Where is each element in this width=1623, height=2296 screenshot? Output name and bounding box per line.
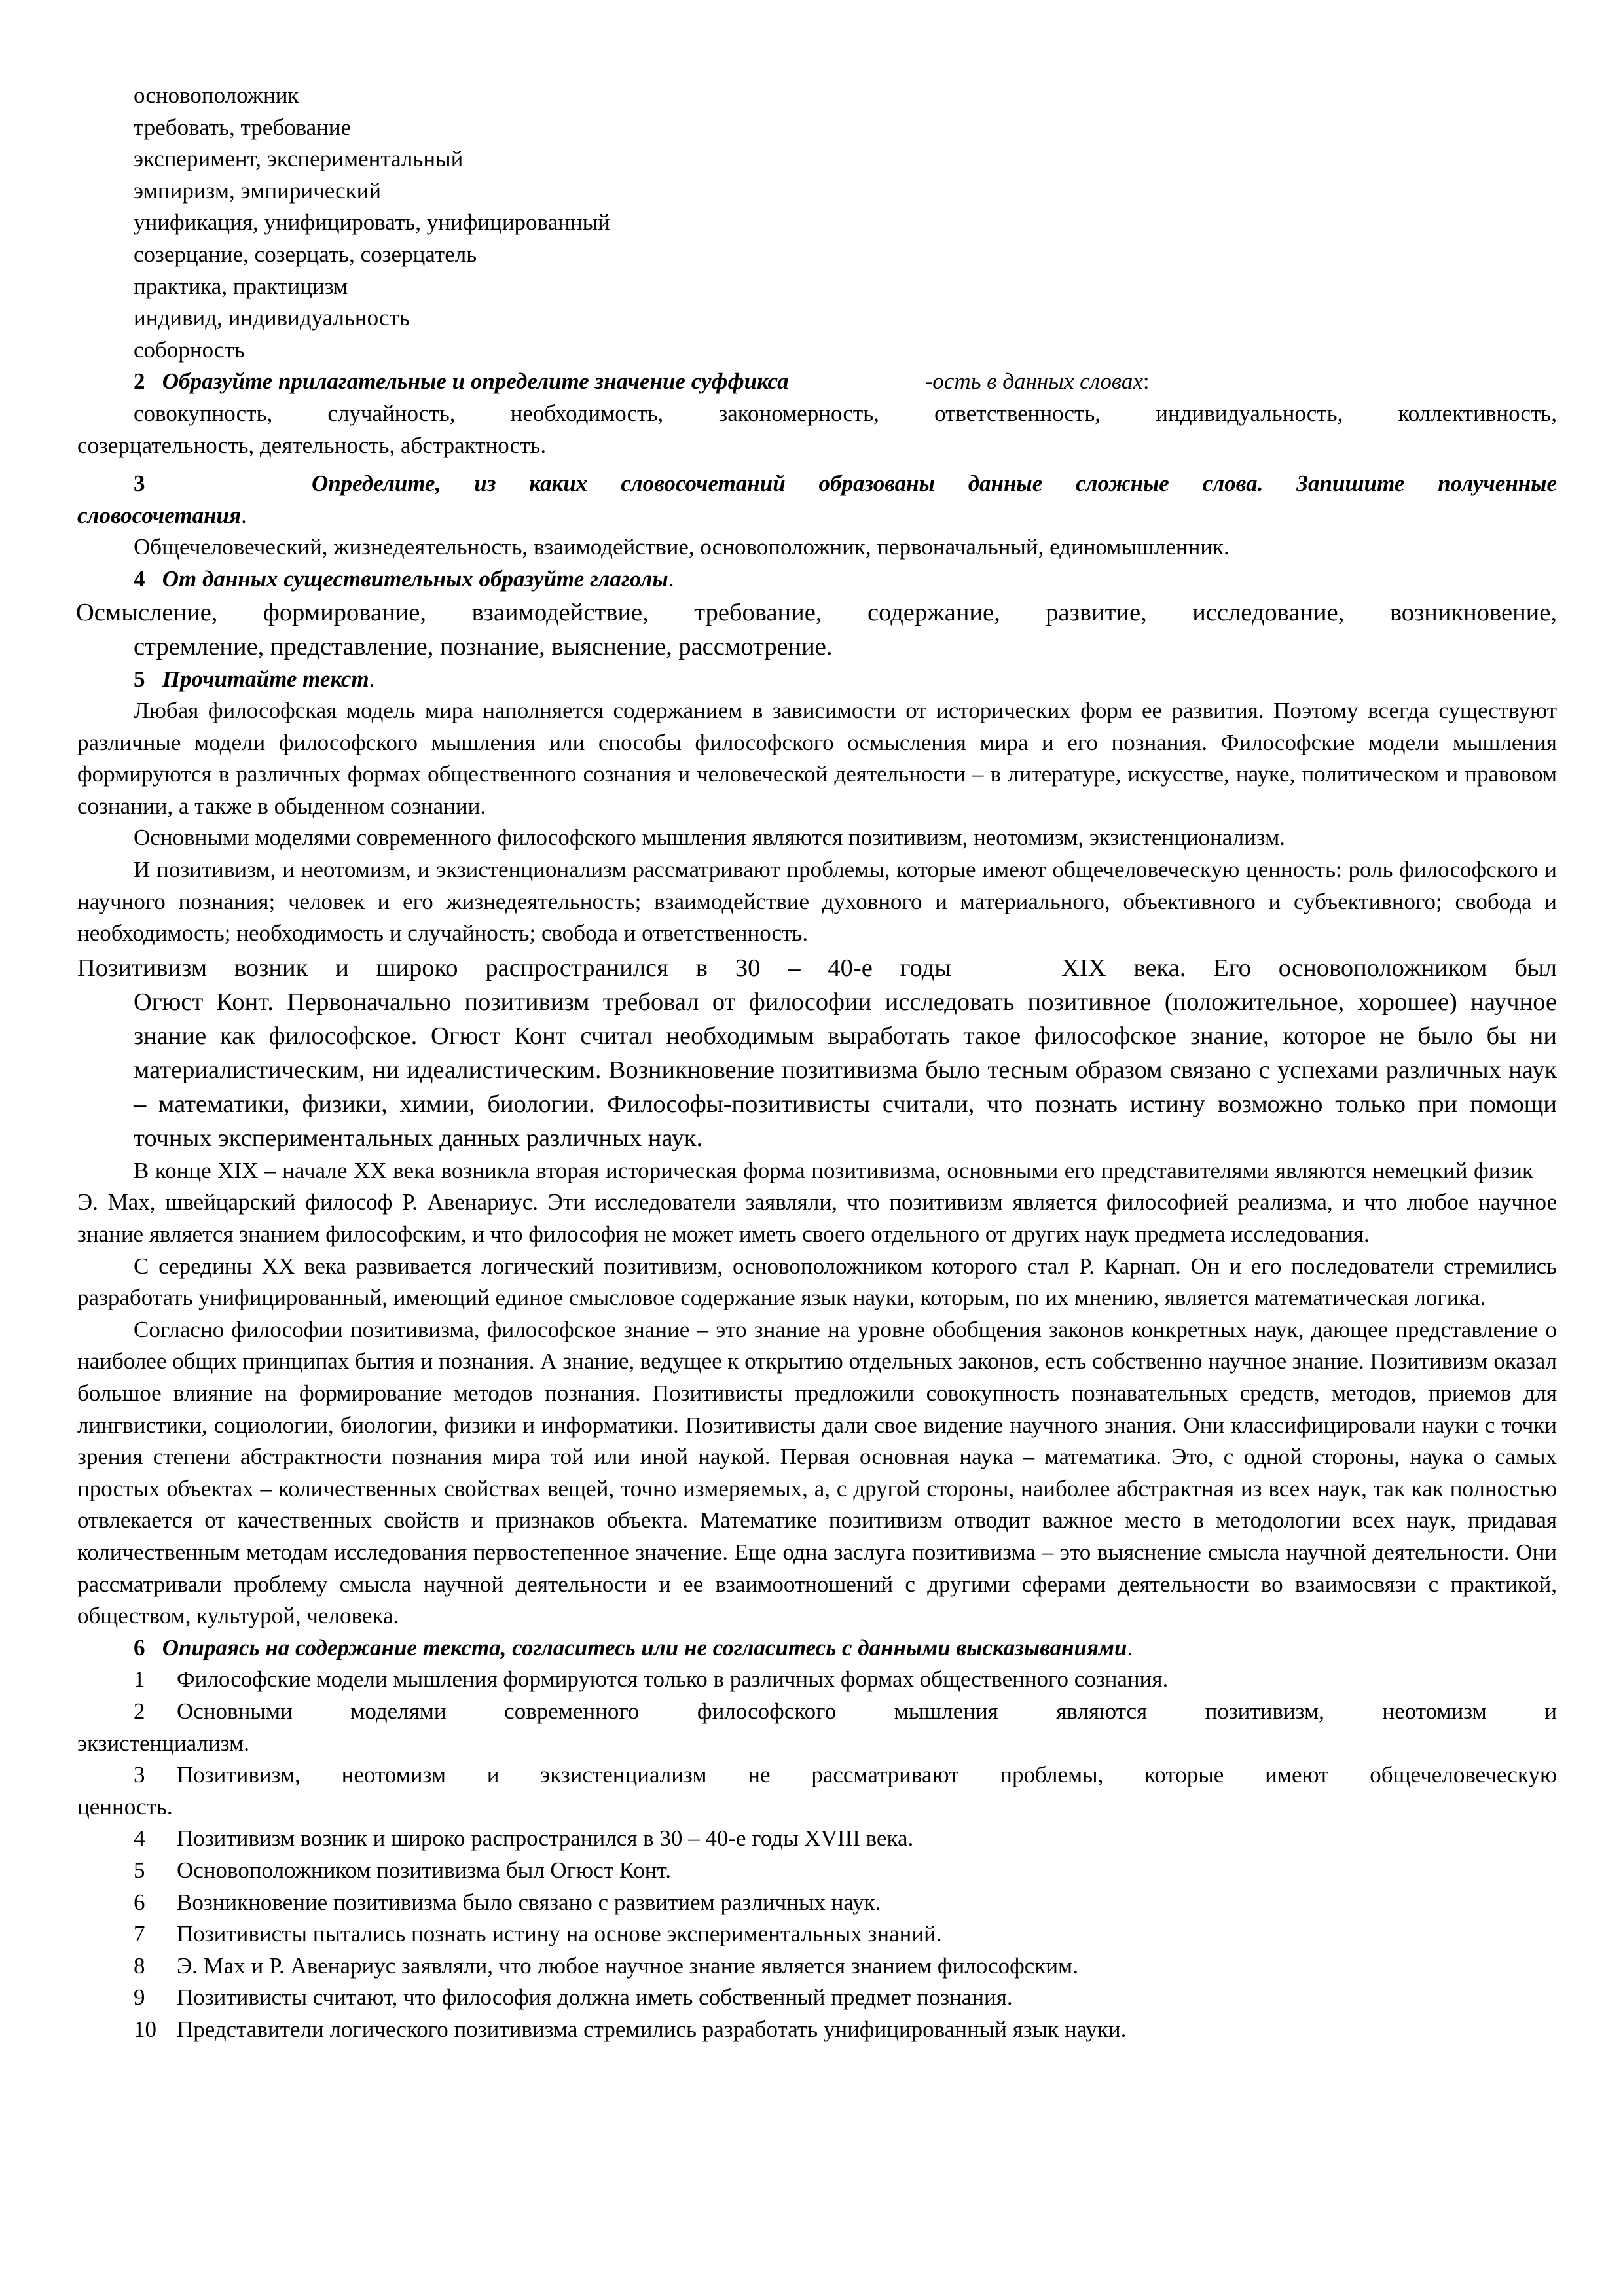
task-title: Опираясь на содержание текста, согласитесь или не согласитесь с данными высказываниями bbox=[162, 1634, 1127, 1660]
task-2-words-line: совокупность, случайность, необходимость, закономерность, ответственность, индивидуальность, коллективность, bbox=[134, 400, 1557, 426]
punctuation: . bbox=[369, 666, 375, 692]
statement-number: 8 bbox=[134, 1952, 145, 1979]
text-segment: XIX века. Его основоположником был bbox=[1061, 954, 1557, 982]
vocab-item: индивид, индивидуальность bbox=[134, 305, 410, 331]
text-paragraph-first-line bbox=[77, 951, 1557, 985]
statement-text-cont: экзистенциализм. bbox=[77, 1730, 249, 1756]
statement-text: Представители логического позитивизма стремились разработать унифицированный язык науки. bbox=[177, 2016, 1127, 2042]
statement-number: 6 bbox=[134, 1889, 145, 1915]
statements-list bbox=[77, 1664, 1557, 2045]
vocabulary-list bbox=[77, 80, 1557, 366]
task-title: Образуйте прилагательные и определите значение суффикса bbox=[162, 368, 789, 395]
task-3-words: Общечеловеческий, жизнедеятельность, взаимодействие, основоположник, первоначальный, единомышленник. bbox=[134, 534, 1230, 560]
statement-text: Основными моделями современного философского мышления являются позитивизм, неотомизм и bbox=[177, 1698, 1557, 1724]
statement-item bbox=[77, 1887, 1557, 1919]
task-number: 6 bbox=[134, 1634, 145, 1660]
statement-number: 7 bbox=[134, 1921, 145, 1947]
text-paragraph bbox=[77, 1155, 1557, 1251]
task-number: 4 bbox=[134, 565, 145, 592]
statement-text: Позитивизм возник и широко распространился в 30 – 40-е годы XVIII века. bbox=[177, 1825, 914, 1852]
task-3-heading-cont bbox=[77, 500, 1557, 532]
task-title: Определите, из каких словосочетаний образованы данные сложные слова. Запишите полученные bbox=[311, 471, 1558, 497]
statement-item bbox=[77, 1664, 1557, 1696]
vocab-item: практика, практицизм bbox=[134, 273, 348, 299]
statement-text: Позитивизм, неотомизм и экзистенциализм не рассматривают проблемы, которые имеют общечеловеческую bbox=[177, 1762, 1557, 1788]
text-segment: Позитивизм возник и широко распространился в 30 – 40-е годы bbox=[77, 954, 952, 982]
vocab-item: соборность bbox=[134, 336, 245, 363]
statement-item bbox=[77, 2014, 1557, 2046]
task-3-heading bbox=[77, 468, 1557, 500]
statement-number: 2 bbox=[134, 1698, 145, 1724]
task-5-heading bbox=[77, 664, 1557, 696]
vocab-item: основоположник bbox=[134, 82, 299, 108]
text-paragraph: И позитивизм, и неотомизм, и экзистенционализм рассматривают проблемы, которые имеют общечеловеческую ценность: роль философского и научного познания; человек и его жизнедеятельность; взаимодействие духовного и материального, объективного и субъективного; свобода и необходимость; необходимость и случайность; свобода и ответственность. bbox=[77, 857, 1557, 946]
statement-number: 1 bbox=[134, 1666, 145, 1693]
punctuation: . bbox=[241, 502, 247, 528]
statement-number: 5 bbox=[134, 1857, 145, 1883]
vocab-item: созерцание, созерцать, созерцатель bbox=[134, 241, 477, 267]
task-title: словосочетания bbox=[77, 502, 242, 528]
statement-text: Позитивисты пытались познать истину на основе экспериментальных знаний. bbox=[177, 1921, 942, 1947]
text-paragraph: Согласно философии позитивизма, философское знание – это знание на уровне обобщения законов конкретных наук, дающее представление о наиболее общих принципах бытия и познания. А знание, ведущее к открытию отдельных законов, есть собственно научное знание. Позитивизм оказал большое влияние на формирование методов познания. Позитивисты предложили совокупность познавательных средств, методов, приемов для лингвистики, социологии, биологии, физики и информатики. Позитивисты дали свое видение научного знания. Они классифицировали науки с точки зрения степени абстрактности познания мира той или иной наукой. Первая основная наука – математика. Это, с одной стороны, наука о самых простых объектах – количественных свойствах вещей, точно измеряемых, а, с другой стороны, наиболее абстрактная из всех наук, так как полностью отвлекается от качественных свойств и признаков объекта. Математике позитивизм отводит важное место в методологии всех наук, придавая количественным методам исследования первостепенное значение. Еще одна заслуга позитивизма – это выяснение смысла научной деятельности. Они рассматривали проблему смысла научной деятельности и ее взаимоотношений с другими сферами деятельности во взаимосвязи с практикой, обществом, культурой, человека. bbox=[77, 1316, 1557, 1629]
statement-text-cont: ценность. bbox=[77, 1793, 173, 1820]
punctuation: . bbox=[1127, 1634, 1133, 1660]
statement-text: Позитивисты считают, что философия должна иметь собственный предмет познания. bbox=[177, 1984, 1013, 2011]
statement-number: 3 bbox=[134, 1762, 145, 1788]
punctuation: : bbox=[1142, 368, 1150, 395]
task-number: 3 bbox=[134, 471, 145, 497]
text-paragraph: Любая философская модель мира наполняется содержанием в зависимости от исторических форм ее развития. Поэтому всегда существуют различные модели философского мышления или способы философского осмысления мира и его познания. Философские модели мышления формируются в различных формах общественного сознания и человеческой деятельности – в литературе, искусстве, науке, политическом и правовом сознании, а также в обыденном сознании. bbox=[77, 698, 1557, 819]
task-4-words-line: стремление, представление, познание, выяснение, рассмотрение. bbox=[134, 632, 833, 660]
task-number: 5 bbox=[134, 666, 145, 692]
statement-text: Возникновение позитивизма было связано с развитием различных наук. bbox=[177, 1889, 881, 1915]
statement-number: 4 bbox=[134, 1825, 145, 1852]
task-2-heading bbox=[77, 366, 1557, 398]
statement-item bbox=[77, 1696, 1557, 1728]
statement-item bbox=[77, 1759, 1557, 1791]
statement-item bbox=[77, 1855, 1557, 1887]
text-paragraph: С середины XX века развивается логический позитивизм, основоположником которого стал Р. Карнап. Он и его последователи стремились разработать унифицированный, имеющий единое смысловое содержание язык науки, которым, по их мнению, является математическая логика. bbox=[77, 1253, 1557, 1311]
punctuation: . bbox=[668, 565, 674, 592]
document-page bbox=[77, 80, 1557, 2045]
vocab-item: эксперимент, экспериментальный bbox=[134, 146, 464, 172]
statement-text: Э. Мах и Р. Авенариус заявляли, что любое научное знание является знанием философским. bbox=[177, 1952, 1078, 1979]
text-segment: Э. Мах, швейцарский философ Р. Авенариус. Эти исследователи заявляли, что позитивизм является философией реализма, и что любое научное знание является знанием философским, и что философия не может иметь своего отдельного от других наук предмета исследования. bbox=[77, 1189, 1557, 1247]
task-title-suffix: -ость в данных словах bbox=[924, 368, 1143, 395]
statement-number: 9 bbox=[134, 1984, 145, 2011]
task-4-heading bbox=[77, 564, 1557, 596]
task-title: От данных существительных образуйте глаголы bbox=[162, 565, 668, 592]
text-paragraph: Огюст Конт. Первоначально позитивизм требовал от философии исследовать позитивное (положительное, хорошее) научное знание как философское. Огюст Конт считал необходимым выработать такое философское знание, которое не было бы ни материалистическим, ни идеалистическим. Возникновение позитивизма было тесным образом связано с успехами различных наук – математики, физики, химии, биологии. Философы-позитивисты считали, что познать истину возможно только при помощи точных экспериментальных данных различных наук. bbox=[134, 988, 1557, 1152]
statement-text: Основоположником позитивизма был Огюст Конт. bbox=[177, 1857, 672, 1883]
vocab-item: требовать, требование bbox=[134, 114, 352, 140]
statement-text: Философские модели мышления формируются только в различных формах общественного сознания. bbox=[177, 1666, 1169, 1693]
vocab-item: унификация, унифицировать, унифицированный bbox=[134, 209, 610, 236]
text-paragraph: Основными моделями современного философского мышления являются позитивизм, неотомизм, экзистенционализм. bbox=[134, 825, 1286, 851]
task-title: Прочитайте текст bbox=[162, 666, 369, 692]
statement-number: 10 bbox=[134, 2016, 156, 2042]
statement-item bbox=[77, 1823, 1557, 1855]
text-segment: В конце XIX – начале XX века возникла вторая историческая форма позитивизма, основными его представителями являются немецкий физик bbox=[134, 1157, 1533, 1183]
statement-item bbox=[77, 1950, 1557, 1982]
statement-item bbox=[77, 1918, 1557, 1950]
task-2-words-line: созерцательность, деятельность, абстрактность. bbox=[77, 432, 547, 458]
task-number: 2 bbox=[134, 368, 145, 395]
task-4-words-line: Осмысление, формирование, взаимодействие, требование, содержание, развитие, исследование, возникновение, bbox=[76, 598, 1557, 626]
task-6-heading bbox=[77, 1632, 1557, 1664]
statement-item bbox=[77, 1982, 1557, 2014]
vocab-item: эмпиризм, эмпирический bbox=[134, 177, 382, 204]
